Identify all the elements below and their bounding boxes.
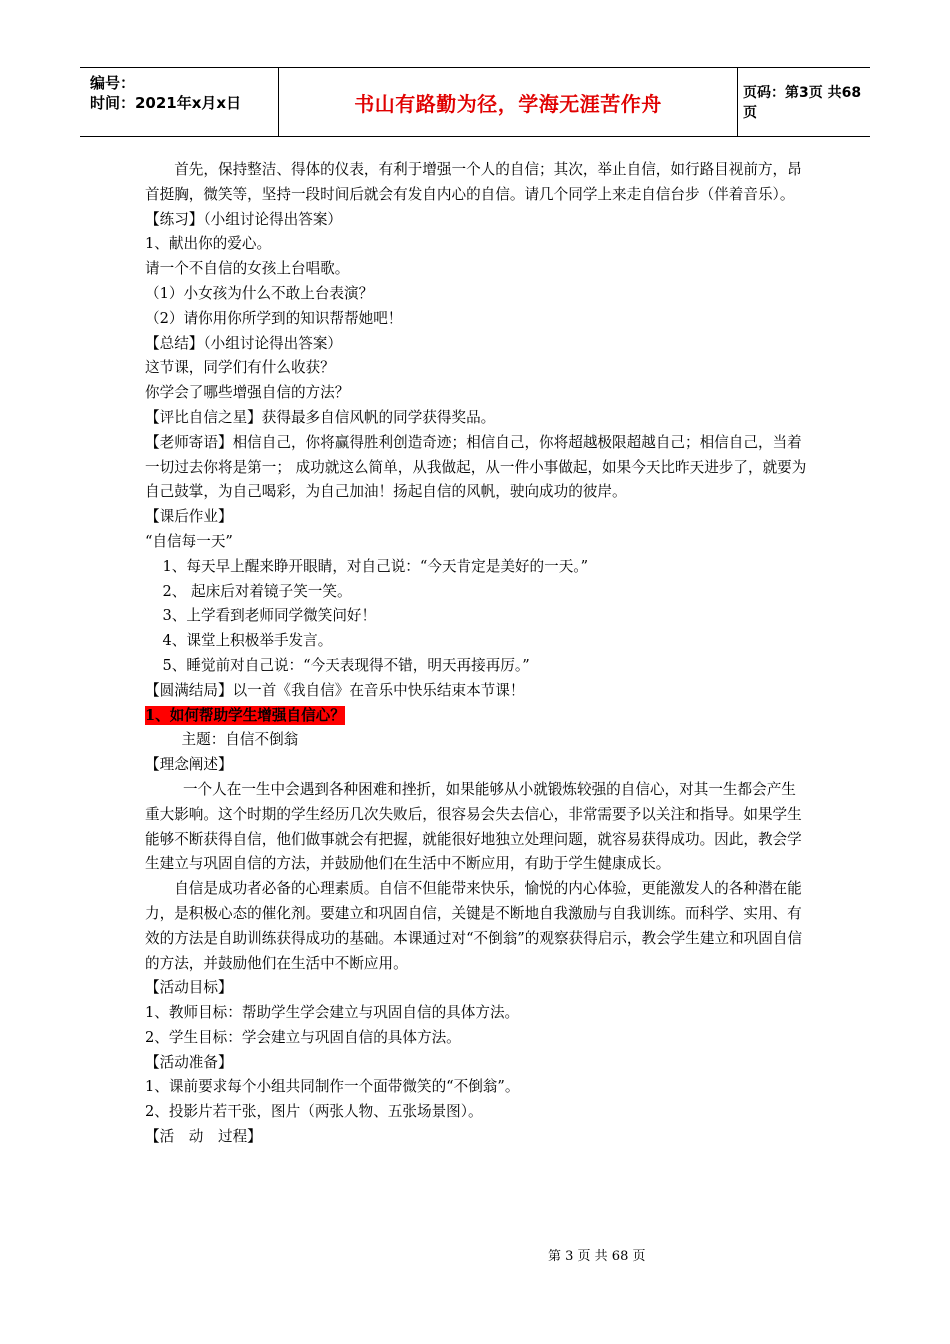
paragraph: 【评比自信之星】获得最多自信风帆的同学获得奖品。 [145, 408, 496, 426]
section-heading: 【活动目标】 [145, 979, 233, 997]
section-heading: 【活动准备】 [145, 1053, 233, 1071]
paragraph: “自信每一天” [145, 532, 233, 550]
paragraph: 2、投影片若干张，图片（两张人物、五张场景图）。 [145, 1103, 483, 1121]
homework-item: 4、课堂上积极举手发言。 [162, 632, 333, 650]
topic-line: 主题：自信不倒翁 [181, 731, 299, 749]
highlighted-heading: 1、如何帮助学生增强自信心？ [145, 706, 345, 724]
paragraph: 1、献出你的爱心。 [145, 235, 272, 253]
paragraph: 首先，保持整洁、得体的仪表，有利于增强一个人的自信；其次，举止自信，如行路目视前方，昂首挺胸，微笑等，坚持一段时间后就会有发自内心的自信。请几个同学上来走自信台步（伴着音乐）。 [145, 161, 802, 203]
question-item: （2）请你用你所学到的知识帮帮她吧！ [145, 309, 403, 327]
header-page-info: 页码：第3页 共68页 [743, 85, 862, 121]
paragraph: 1、教师目标：帮助学生学会建立与巩固自信的具体方法。 [145, 1004, 520, 1022]
section-heading: 【理念阐述】 [145, 756, 233, 774]
paragraph: 一个人在一生中会遇到各种困难和挫折，如果能够从小就锻炼较强的自信心，对其一生都会产生重大影响。这个时期的学生经历几次失败后，很容易会失去信心，非常需要予以关注和指导。如果学生能够不断获得自信，他们做事就会有把握，就能很好地独立处理问题，就容易获得成功。因此，教会学生建立与巩固自信的方法，并鼓励他们在生活中不断应用，有助于学生健康成长。 [145, 780, 802, 873]
paragraph: 【圆满结局】以一首《我自信》在音乐中快乐结束本节课！ [145, 681, 525, 699]
paragraph: 请一个不自信的女孩上台唱歌。 [145, 260, 350, 278]
page-footer: 第 3 页 共 68 页 [548, 1249, 646, 1264]
paragraph: 1、课前要求每个小组共同制作一个面带微笑的“不倒翁”。 [145, 1078, 520, 1096]
page-header [80, 67, 870, 137]
document-number: 编号： [90, 74, 136, 92]
paragraph: 自信是成功者必备的心理素质。自信不但能带来快乐，愉悦的内心体验，更能激发人的各种潜在能力，是积极心态的催化剂。要建立和巩固自信，关键是不断地自我激励与自我训练。而科学、实用、有效的方法是自助训练获得成功的基础。本课通过对“不倒翁”的观察获得启示，教会学生建立和巩固自信的方法，并鼓励他们在生活中不断应用。 [145, 880, 803, 972]
motto: 书山有路勤为径，学海无涯苦作舟 [354, 91, 662, 116]
question-item: （1）小女孩为什么不敢上台表演？ [145, 284, 374, 302]
section-heading: 【总结】（小组讨论得出答案） [145, 334, 343, 352]
paragraph: 这节课，同学们有什么收获？ [145, 359, 335, 377]
homework-item: 2、 起床后对着镜子笑一笑。 [162, 582, 352, 600]
homework-item: 3、上学看到老师同学微笑问好！ [162, 607, 377, 625]
document-body [145, 158, 807, 1150]
section-heading: 【练习】（小组讨论得出答案） [145, 210, 343, 228]
document-date: 时间：2021年x月x日 [90, 94, 242, 112]
paragraph: 你学会了哪些增强自信的方法？ [145, 384, 350, 402]
paragraph: 【老师寄语】相信自己，你将赢得胜利创造奇迹；相信自己，你将超越极限超越自己；相信自己，当着一切过去你将是第一； 成功就这么简单，从我做起，从一件小事做起，如果今天比昨天进步了，就要为自己鼓掌，为自己喝彩，为自己加油！扬起自信的风帆，驶向成功的彼岸。 [145, 433, 807, 501]
section-heading: 【活 动 过程】 [145, 1128, 262, 1146]
highlighted-heading-row [145, 704, 807, 729]
header-motto-cell [278, 68, 738, 136]
homework-item: 5、睡觉前对自己说：“今天表现得不错，明天再接再厉。” [162, 656, 530, 674]
header-meta [80, 68, 278, 136]
paragraph: 2、学生目标：学会建立与巩固自信的具体方法。 [145, 1028, 461, 1046]
homework-item: 1、每天早上醒来睁开眼睛，对自己说：“今天肯定是美好的一天。” [162, 557, 589, 575]
section-heading: 【课后作业】 [145, 508, 233, 526]
